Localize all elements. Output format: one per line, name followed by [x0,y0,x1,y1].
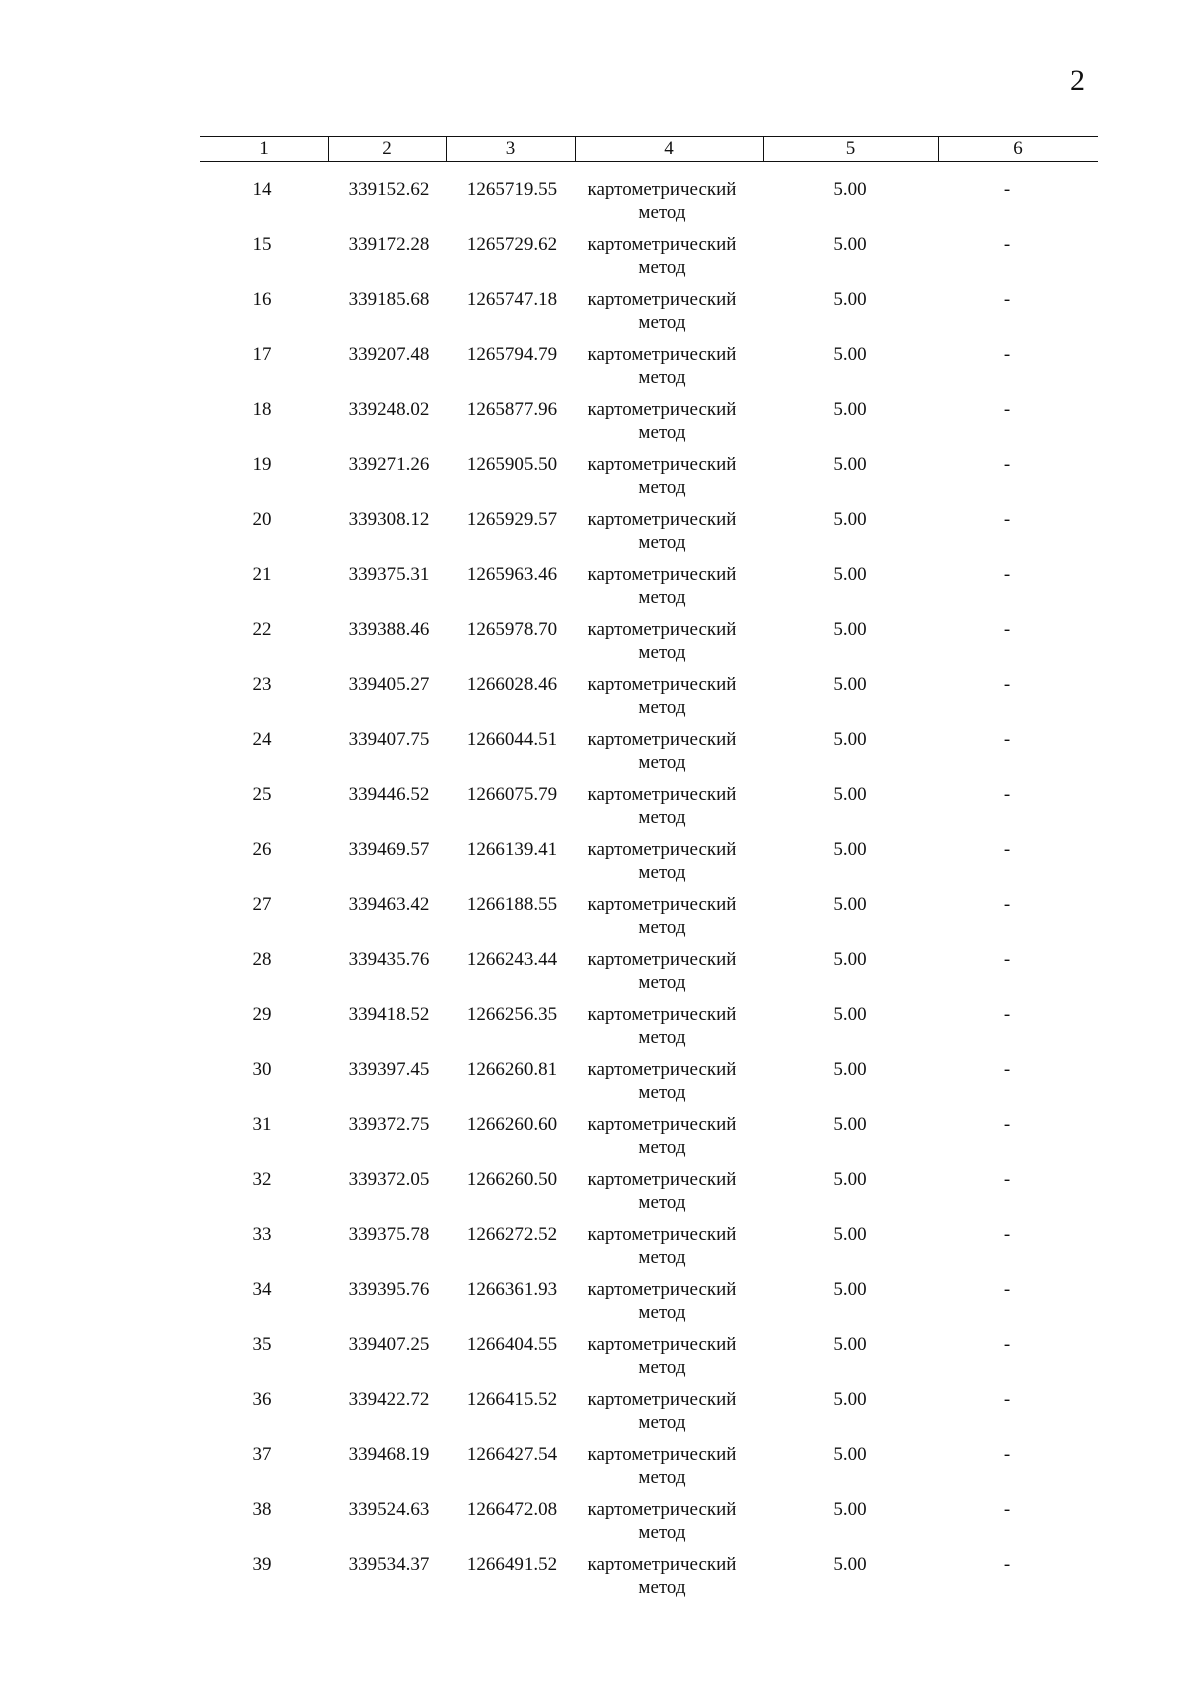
method-line-1: картометрический [587,1499,737,1520]
note-value: - [1003,729,1011,750]
point-number: 21 [252,564,272,585]
column-header-6: 6 [1013,138,1023,159]
coordinate-x: 339375.78 [348,1224,430,1245]
note-value: - [1003,1389,1011,1410]
method-description [576,948,748,994]
method-description [576,1113,748,1159]
table-row [200,1319,1098,1378]
accuracy-value: 5.00 [833,894,867,915]
point-number: 16 [252,289,272,310]
accuracy-value: 5.00 [833,1444,867,1465]
method-line-2: метод [638,532,686,553]
method-line-1: картометрический [587,1334,737,1355]
method-line-1: картометрический [587,454,737,475]
note-value: - [1003,344,1011,365]
accuracy-value: 5.00 [833,179,867,200]
method-line-1: картометрический [587,839,737,860]
note-value: - [1003,1224,1011,1245]
method-line-2: метод [638,202,686,223]
coordinate-y: 1266188.55 [466,894,558,915]
accuracy-value: 5.00 [833,674,867,695]
point-number: 28 [252,949,272,970]
note-value: - [1003,1279,1011,1300]
coordinate-y: 1266260.81 [466,1059,558,1080]
accuracy-value: 5.00 [833,1389,867,1410]
table-row [200,659,1098,718]
table-row [200,1264,1098,1323]
method-line-1: картометрический [587,894,737,915]
table-row [200,549,1098,608]
coordinate-y: 1266028.46 [466,674,558,695]
method-description [576,398,748,444]
method-line-1: картометрический [587,1059,737,1080]
table-row [200,384,1098,443]
coordinate-x: 339172.28 [348,234,430,255]
accuracy-value: 5.00 [833,344,867,365]
accuracy-value: 5.00 [833,289,867,310]
method-line-2: метод [638,1027,686,1048]
point-number: 30 [252,1059,272,1080]
method-line-2: метод [638,367,686,388]
coordinate-y: 1266256.35 [466,1004,558,1025]
accuracy-value: 5.00 [833,1334,867,1355]
table-row [200,1044,1098,1103]
table-row [200,439,1098,498]
coordinate-y: 1265747.18 [466,289,558,310]
accuracy-value: 5.00 [833,509,867,530]
method-description [576,1058,748,1104]
note-value: - [1003,454,1011,475]
point-number: 35 [252,1334,272,1355]
method-line-1: картометрический [587,234,737,255]
column-header-1: 1 [259,138,269,159]
coordinate-y: 1265929.57 [466,509,558,530]
method-line-2: метод [638,642,686,663]
point-number: 29 [252,1004,272,1025]
method-line-1: картометрический [587,784,737,805]
coordinate-y: 1266404.55 [466,1334,558,1355]
table-row [200,769,1098,828]
method-description [576,1388,748,1434]
note-value: - [1003,1554,1011,1575]
coordinate-y: 1265905.50 [466,454,558,475]
method-line-1: картометрический [587,509,737,530]
coordinate-y: 1266272.52 [466,1224,558,1245]
coordinate-y: 1266472.08 [466,1499,558,1520]
method-line-1: картометрический [587,1114,737,1135]
note-value: - [1003,399,1011,420]
point-number: 33 [252,1224,272,1245]
note-value: - [1003,564,1011,585]
note-value: - [1003,839,1011,860]
note-value: - [1003,179,1011,200]
table-row [200,1429,1098,1488]
table-row [200,604,1098,663]
method-description [576,728,748,774]
table-body [200,164,1098,1598]
coordinate-x: 339469.57 [348,839,430,860]
method-description [576,893,748,939]
table-row [200,1099,1098,1158]
method-description [576,343,748,389]
method-description [576,1443,748,1489]
method-description [576,178,748,224]
table-row [200,714,1098,773]
accuracy-value: 5.00 [833,1169,867,1190]
method-description [576,1003,748,1049]
coordinate-x: 339372.75 [348,1114,430,1135]
method-description [576,1553,748,1599]
coordinate-y: 1265877.96 [466,399,558,420]
method-line-2: метод [638,1247,686,1268]
method-line-1: картометрический [587,1279,737,1300]
note-value: - [1003,234,1011,255]
table-row [200,1374,1098,1433]
method-line-2: метод [638,1467,686,1488]
method-line-1: картометрический [587,949,737,970]
accuracy-value: 5.00 [833,784,867,805]
method-line-2: метод [638,862,686,883]
method-line-1: картометрический [587,289,737,310]
note-value: - [1003,1114,1011,1135]
method-line-2: метод [638,312,686,333]
point-number: 27 [252,894,272,915]
method-line-2: метод [638,1192,686,1213]
coordinate-x: 339397.45 [348,1059,430,1080]
method-description [576,1333,748,1379]
coordinate-y: 1265719.55 [466,179,558,200]
coordinate-y: 1265729.62 [466,234,558,255]
coordinate-x: 339407.25 [348,1334,430,1355]
coordinate-x: 339248.02 [348,399,430,420]
coordinate-x: 339372.05 [348,1169,430,1190]
accuracy-value: 5.00 [833,1004,867,1025]
accuracy-value: 5.00 [833,1499,867,1520]
method-description [576,838,748,884]
coordinate-x: 339405.27 [348,674,430,695]
table-row [200,1209,1098,1268]
accuracy-value: 5.00 [833,1279,867,1300]
method-description [576,673,748,719]
table-row [200,274,1098,333]
coordinate-x: 339271.26 [348,454,430,475]
point-number: 32 [252,1169,272,1190]
accuracy-value: 5.00 [833,399,867,420]
column-header-3: 3 [505,138,516,159]
coordinate-x: 339185.68 [348,289,430,310]
coordinate-y: 1266491.52 [466,1554,558,1575]
method-description [576,1498,748,1544]
accuracy-value: 5.00 [833,949,867,970]
table-row [200,164,1098,223]
coordinate-x: 339407.75 [348,729,430,750]
method-line-1: картометрический [587,674,737,695]
point-number: 34 [252,1279,272,1300]
coordinate-x: 339395.76 [348,1279,430,1300]
page-number: 2 [1070,64,1085,97]
method-line-2: метод [638,752,686,773]
point-number: 26 [252,839,272,860]
coordinate-y: 1265978.70 [466,619,558,640]
method-description [576,1223,748,1269]
method-line-2: метод [638,1577,686,1598]
method-line-1: картометрический [587,1554,737,1575]
method-description [576,618,748,664]
point-number: 22 [252,619,272,640]
method-line-1: картометрический [587,619,737,640]
table-row [200,219,1098,278]
method-line-2: метод [638,1302,686,1323]
coordinate-y: 1266415.52 [466,1389,558,1410]
method-line-1: картометрический [587,564,737,585]
coordinate-y: 1266361.93 [466,1279,558,1300]
method-line-1: картометрический [587,1389,737,1410]
method-description [576,783,748,829]
coordinate-x: 339375.31 [348,564,430,585]
method-line-1: картометрический [587,344,737,365]
note-value: - [1003,1004,1011,1025]
coordinate-y: 1265794.79 [466,344,558,365]
coordinate-x: 339435.76 [348,949,430,970]
point-number: 38 [252,1499,272,1520]
method-line-1: картометрический [587,1224,737,1245]
coordinate-x: 339524.63 [348,1499,430,1520]
note-value: - [1003,674,1011,695]
method-description [576,233,748,279]
method-line-2: метод [638,1082,686,1103]
method-line-1: картометрический [587,1169,737,1190]
method-line-1: картометрический [587,1444,737,1465]
method-line-2: метод [638,477,686,498]
table-row [200,989,1098,1048]
coordinate-x: 339534.37 [348,1554,430,1575]
note-value: - [1003,1334,1011,1355]
coordinate-x: 339388.46 [348,619,430,640]
coordinate-y: 1266260.50 [466,1169,558,1190]
accuracy-value: 5.00 [833,234,867,255]
note-value: - [1003,894,1011,915]
method-description [576,1278,748,1324]
coordinate-y: 1266243.44 [466,949,558,970]
method-line-2: метод [638,972,686,993]
table-row [200,879,1098,938]
table-header-row [200,136,1098,162]
table-row [200,824,1098,883]
point-number: 25 [252,784,272,805]
coordinate-x: 339418.52 [348,1004,430,1025]
column-header-4: 4 [664,138,674,159]
point-number: 39 [252,1554,272,1575]
note-value: - [1003,949,1011,970]
accuracy-value: 5.00 [833,564,867,585]
accuracy-value: 5.00 [833,1224,867,1245]
table-row [200,1484,1098,1543]
coordinate-y: 1266139.41 [466,839,558,860]
point-number: 37 [252,1444,272,1465]
note-value: - [1003,509,1011,530]
method-line-1: картометрический [587,179,737,200]
method-description [576,453,748,499]
coordinate-y: 1266260.60 [466,1114,558,1135]
note-value: - [1003,1444,1011,1465]
coordinates-table [200,136,1098,1598]
table-row [200,1539,1098,1598]
coordinate-x: 339468.19 [348,1444,430,1465]
method-line-2: метод [638,587,686,608]
note-value: - [1003,784,1011,805]
coordinate-x: 339446.52 [348,784,430,805]
column-header-5: 5 [845,138,856,159]
point-number: 14 [252,179,272,200]
note-value: - [1003,1499,1011,1520]
method-line-1: картометрический [587,729,737,750]
method-line-2: метод [638,257,686,278]
method-description [576,1168,748,1214]
point-number: 18 [252,399,272,420]
method-line-2: метод [638,807,686,828]
method-line-2: метод [638,917,686,938]
coordinate-y: 1266044.51 [466,729,558,750]
table-row [200,1154,1098,1213]
accuracy-value: 5.00 [833,729,867,750]
accuracy-value: 5.00 [833,619,867,640]
coordinate-x: 339463.42 [348,894,430,915]
coordinate-x: 339308.12 [348,509,430,530]
accuracy-value: 5.00 [833,1114,867,1135]
method-line-1: картометрический [587,1004,737,1025]
note-value: - [1003,1169,1011,1190]
method-line-2: метод [638,1522,686,1543]
table-row [200,494,1098,553]
table-row [200,329,1098,388]
accuracy-value: 5.00 [833,1059,867,1080]
method-description [576,508,748,554]
coordinate-x: 339422.72 [348,1389,430,1410]
point-number: 19 [252,454,272,475]
point-number: 15 [252,234,272,255]
method-line-1: картометрический [587,399,737,420]
method-line-2: метод [638,1357,686,1378]
coordinate-y: 1265963.46 [466,564,558,585]
method-description [576,288,748,334]
method-line-2: метод [638,422,686,443]
coordinate-y: 1266075.79 [466,784,558,805]
method-description [576,563,748,609]
point-number: 20 [252,509,272,530]
note-value: - [1003,619,1011,640]
coordinate-y: 1266427.54 [466,1444,558,1465]
accuracy-value: 5.00 [833,454,867,475]
note-value: - [1003,1059,1011,1080]
table-row [200,934,1098,993]
method-line-2: метод [638,697,686,718]
point-number: 24 [252,729,272,750]
column-header-2: 2 [382,138,392,159]
point-number: 31 [252,1114,272,1135]
method-line-2: метод [638,1412,686,1433]
point-number: 36 [252,1389,272,1410]
point-number: 17 [252,344,272,365]
accuracy-value: 5.00 [833,1554,867,1575]
point-number: 23 [252,674,272,695]
accuracy-value: 5.00 [833,839,867,860]
method-line-2: метод [638,1137,686,1158]
note-value: - [1003,289,1011,310]
coordinate-x: 339152.62 [348,179,430,200]
coordinate-x: 339207.48 [348,344,430,365]
